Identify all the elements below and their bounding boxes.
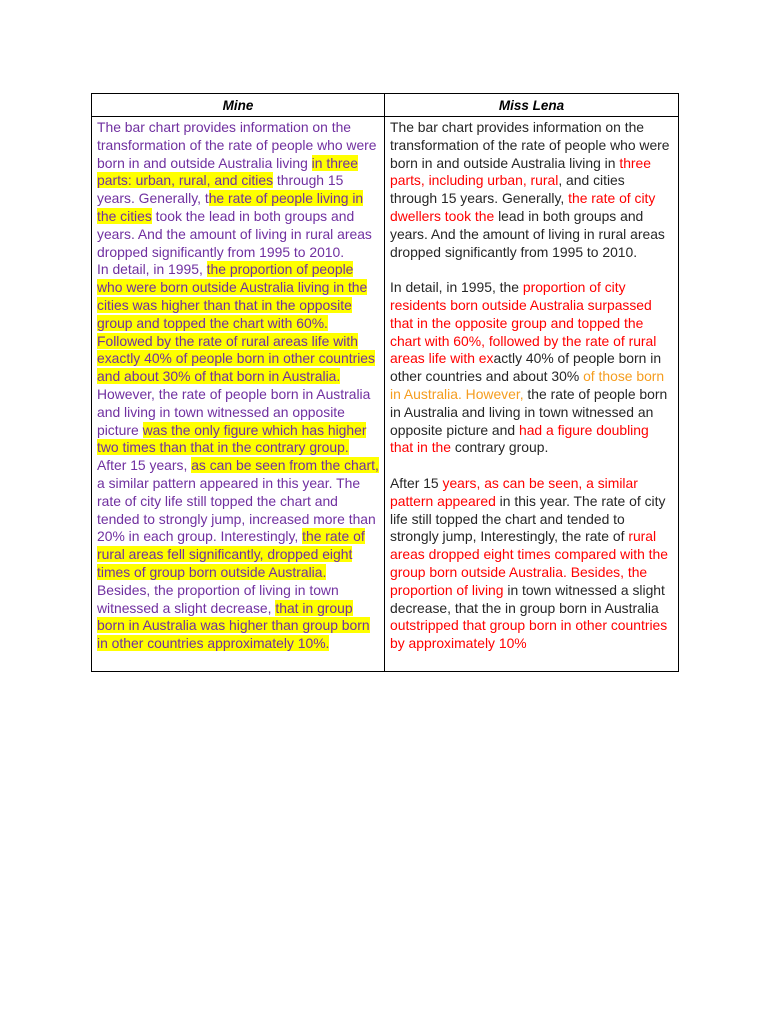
highlighted-text: the proportion of people who were born outside Australia living in the cities was higher than that in the opposite group and topped the chart with 60%. Followed by the rate of rural areas life with exactly 40% of people born in other countries and about 30% of that born in Australia. [97, 261, 375, 385]
text-run: After 15 years, [97, 457, 192, 474]
highlighted-text: as can be seen from the chart, [191, 457, 379, 474]
correction-orange-text: of those born in Australia. However, [390, 368, 665, 402]
text-run: The bar chart provides information on the transformation of the rate of people who were born in and outside Australia living [97, 119, 377, 171]
highlighted-text: that in group born in Australia was higher than group born in other countries approximately 10%. [97, 599, 370, 652]
text-run: , and cities through 15 years. Generally, [390, 172, 625, 207]
text-run: took the lead in both groups and years. And the amount of living in rural areas dropped significantly from 1995 to 2010. [97, 207, 372, 260]
text-run: After 15 [390, 474, 443, 491]
correction-red-text: years, as can be seen, a similar pattern appeared [390, 474, 638, 509]
text-run: actly 40% of people born in other countries and about 30% [390, 350, 662, 385]
text-run: a similar pattern appeared in this year. The rate of city life still topped the chart and tended to strongly jump, increased more than 20% in each group. Interestingly, [97, 474, 376, 545]
content-row [92, 117, 679, 672]
text-run: The bar chart provides information on the transformation of the rate of people who were born in and outside Australia living in [390, 119, 670, 171]
mine-paragraph-2 [97, 261, 379, 457]
lena-paragraph-2 [390, 279, 673, 457]
highlighted-text: he rate of people living in the cities [97, 190, 364, 224]
header-row [92, 94, 679, 117]
lena-spacer [390, 261, 673, 279]
text-run: through 15 years. Generally, t [97, 172, 344, 207]
text-run: in town witnessed a slight decrease, that the in group born in Australia [390, 581, 665, 616]
header-miss-lena: Miss Lena [385, 94, 679, 117]
highlighted-text: was the only figure which has higher two times than that in the contrary group. [97, 421, 367, 456]
correction-red-text: three parts, including urban, rural [390, 154, 652, 189]
comparison-table [91, 93, 679, 672]
header-mine: Mine [92, 94, 385, 117]
text-run: lead in both groups and years. And the amount of living in rural areas dropped significantly from 1995 to 2010. [390, 207, 665, 260]
text-run: In detail, in 1995, [97, 261, 207, 278]
lena-paragraph-3 [390, 475, 673, 653]
correction-red-text: outstripped that group born in other countries by approximately 10% [390, 617, 668, 652]
miss-lena-essay-cell [385, 117, 679, 672]
correction-red-text: rural areas dropped eight times compared with the group born outside Australia. Besides, the proportion of living [390, 528, 668, 598]
mine-paragraph-3 [97, 457, 379, 653]
text-run: the rate of people born in Australia and living in town witnessed an opposite picture and [390, 385, 668, 438]
text-run: Besides, the proportion of living in town witnessed a slight decrease, [97, 581, 339, 616]
correction-red-text: the rate of city dwellers took the [390, 190, 656, 224]
correction-red-text: had a figure doubling that in the [390, 421, 649, 456]
correction-red-text: proportion of city residents born outside Australia surpassed that in the opposite group and topped the chart with 60%, followed by the rate of rural areas life with ex [390, 279, 657, 367]
text-run: contrary group. [451, 439, 549, 456]
highlighted-text: in three parts: urban, rural, and cities [97, 154, 359, 189]
text-run: In detail, in 1995, the [390, 279, 523, 296]
mine-essay-cell [92, 117, 385, 672]
text-run: However, the rate of people born in Australia and living in town witnessed an opposite picture [97, 385, 371, 438]
mine-paragraph-1 [97, 119, 379, 261]
lena-paragraph-1 [390, 119, 673, 261]
highlighted-text: the rate of rural areas fell significantly, dropped eight times of group born outside Australia. [97, 528, 365, 580]
lena-spacer [390, 457, 673, 475]
text-run: in this year. The rate of city life still topped the chart and tended to strongly jump, Interestingly, the rate of [390, 492, 666, 545]
